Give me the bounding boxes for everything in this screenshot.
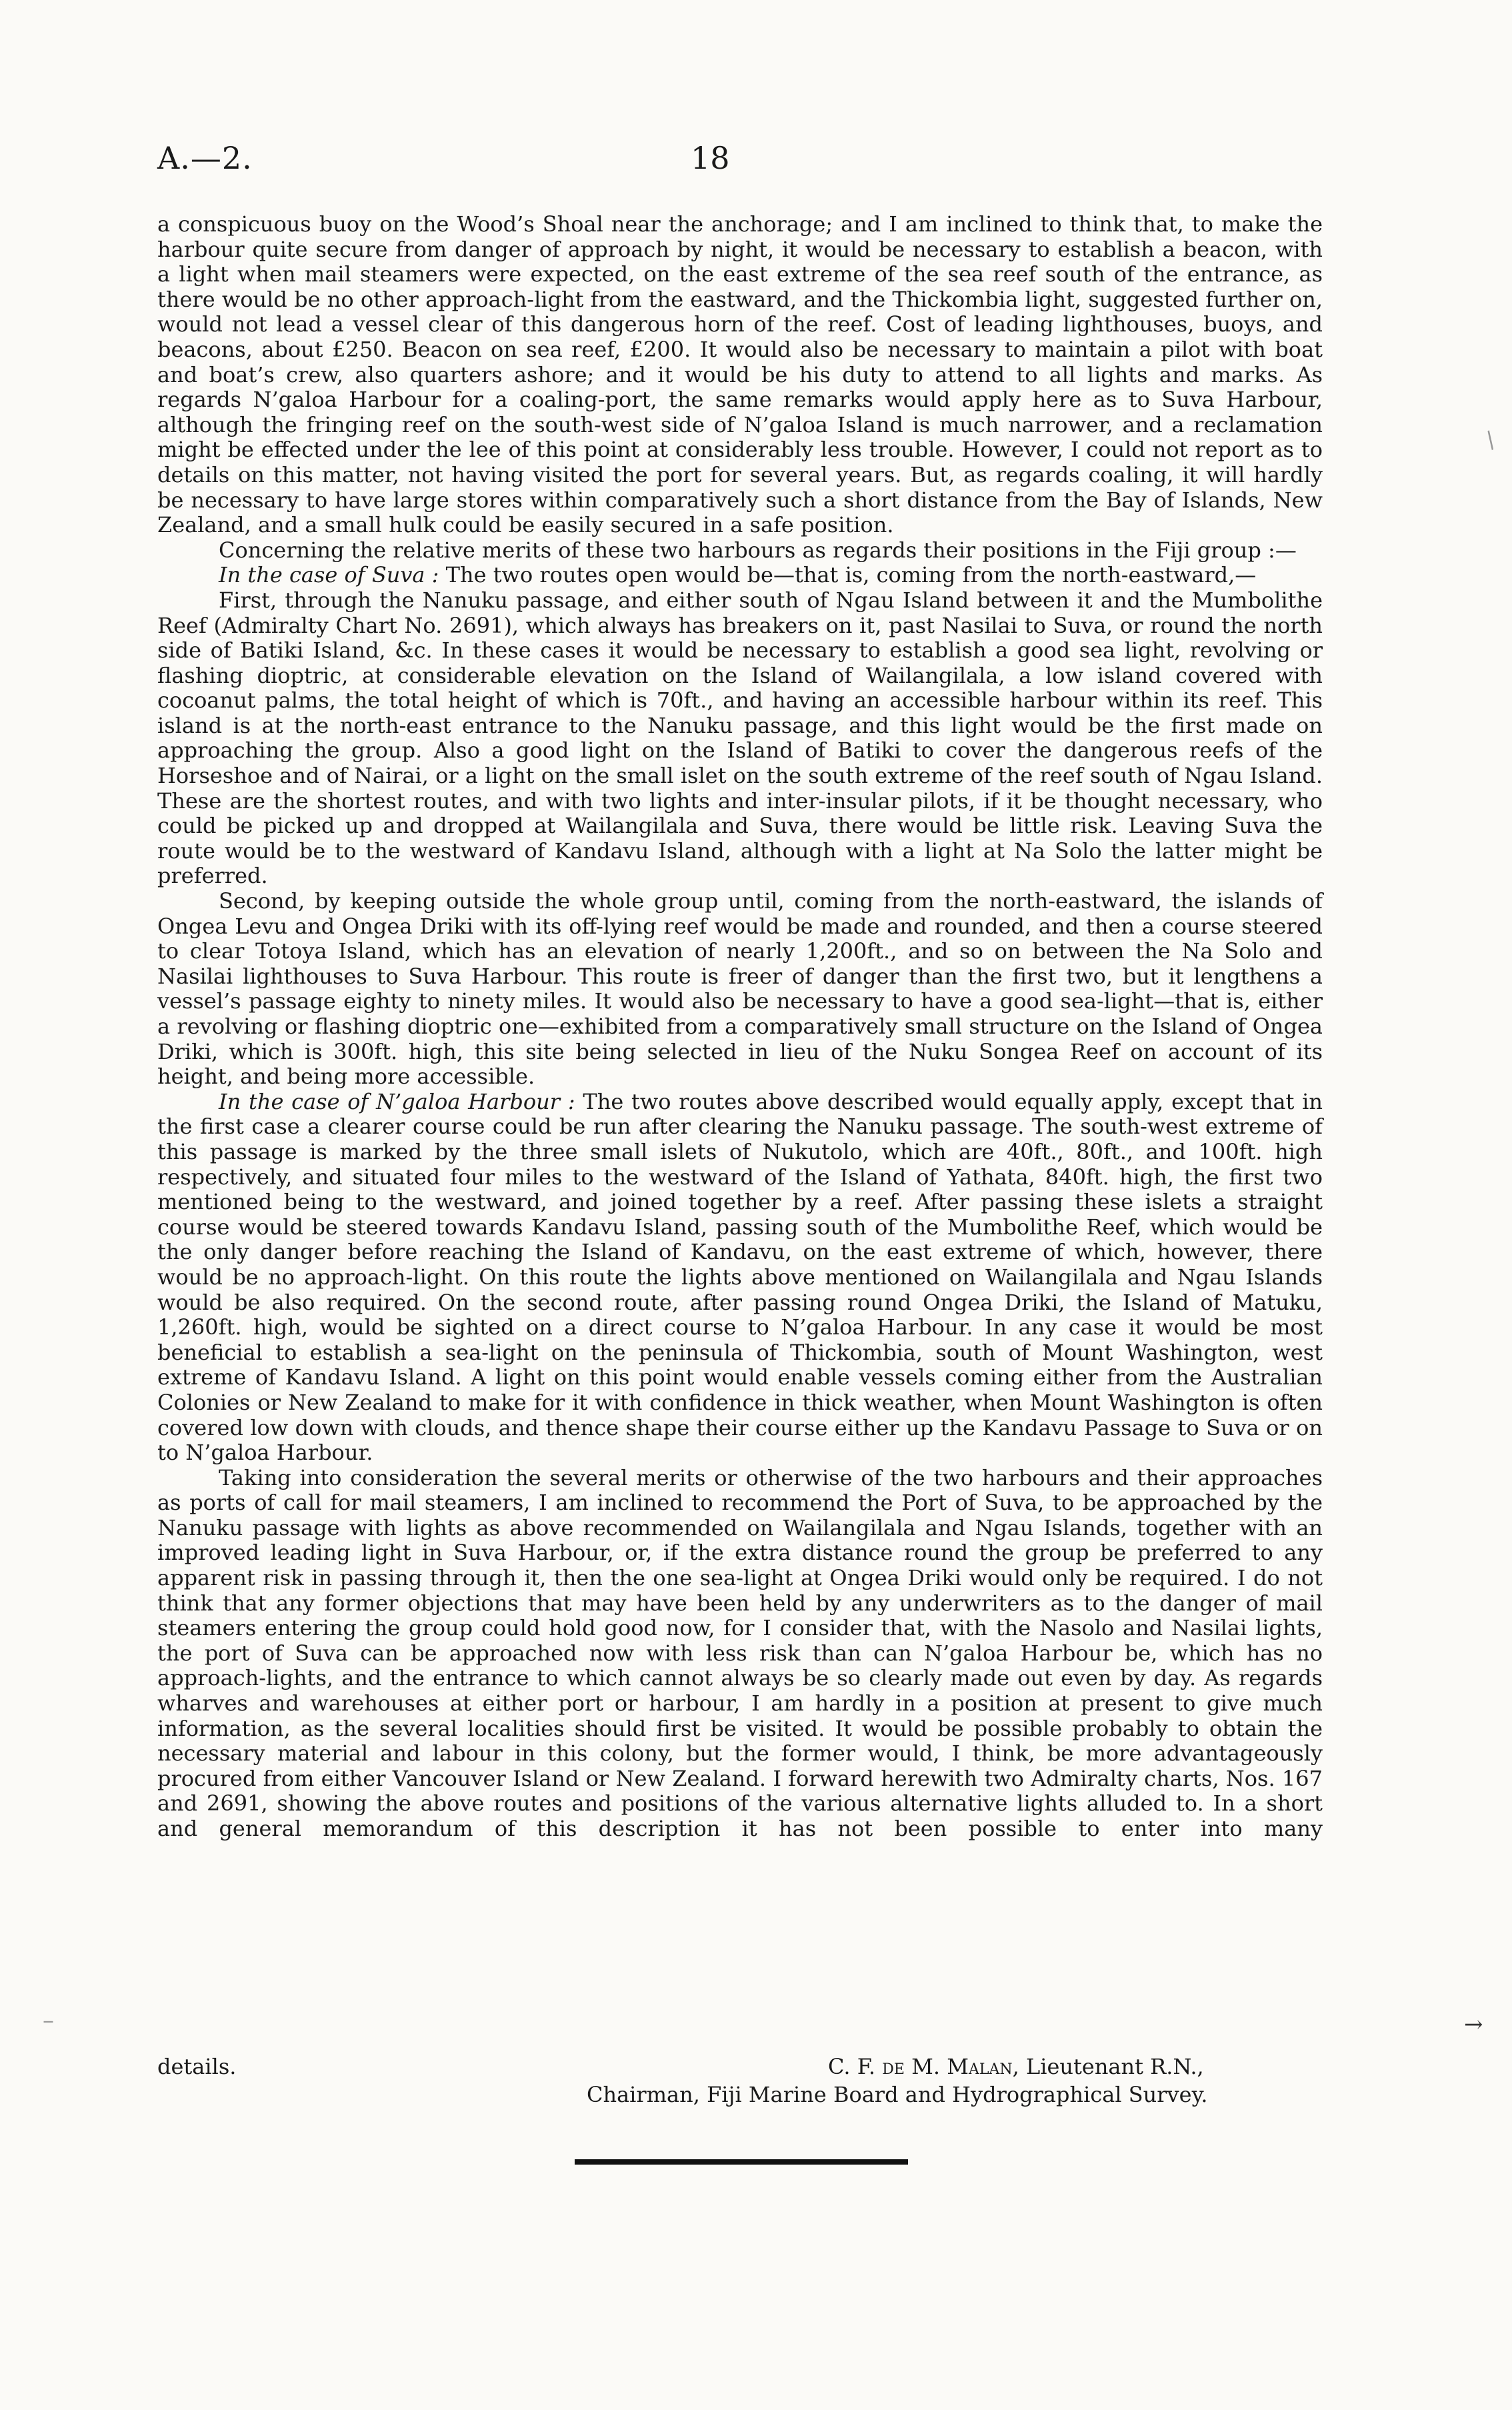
margin-tick-icon: / <box>1480 426 1501 454</box>
closing-word: details. <box>157 2054 237 2079</box>
body-text <box>157 212 1323 1842</box>
paragraph-second-route: Second, by keeping outside the whole group until, coming from the north-eastward, the islands of Ongea Levu and Ongea Driki with its off-lying reef would be made and rounded, and then a course steered to clear Totoya Island, which has an elevation of nearly 1,200ft., and so on between the Na Solo and Nasilai lighthouses to Suva Harbour. This route is freer of danger than the first two, but it lengthens a vessel’s passage eighty to ninety miles. It would also be necessary to have a good sea-light—that is, either a revolving or flashing dioptric one—exhibited from a comparatively small structure on the Island of Ongea Driki, which is 300ft. high, this site being selected in lieu of the Nuku Songea Reef on account of its height, and being more accessible. <box>157 888 1323 1090</box>
suva-heading: In the case of Suva : <box>219 562 439 588</box>
paragraph-first-route: First, through the Nanuku passage, and either south of Ngau Island between it and the Mumbolithe Reef (Admiralty Chart No. 2691), which always has breakers on it, past Nasilai to Suva, or round the north side of Batiki Island, &c. In these cases it would be necessary to establish a good sea light, revolving or flashing dioptric, at considerable elevation on the Island of Wailangilala, a low island covered with cocoanut palms, the total height of which is 70ft., and having an accessible harbour within its reef. This island is at the north-east entrance to the Nanuku passage, and this light would be the first made on approaching the group. Also a good light on the Island of Batiki to cover the dangerous reefs of the Horseshoe and of Nairai, or a light on the small islet on the south extreme of the reef south of Ngau Island. These are the shortest routes, and with two lights and inter-insular pilots, if it be thought necessary, who could be picked up and dropped at Wailangilala and Suva, there would be little risk. Leaving Suva the route would be to the westward of Kandavu Island, although with a light at Na Solo the latter might be preferred. <box>157 587 1323 889</box>
margin-arrow-icon: → <box>1464 2011 1483 2038</box>
page-number: 18 <box>691 140 730 176</box>
ngaloa-text: The two routes above described would equally apply, except that in the first case a clearer course could be run after clearing the Nanuku passage. The south-west extreme of this passage is marked by the three small islets of Nukutolo, which are 40ft., 80ft., and 100ft. high respectively, and situated four miles to the westward of the Island of Yathata, 840ft. high, the first two mentioned being to the westward, and joined together by a reef. After passing these islets a straight course would be steered towards Kandavu Island, passing south of the Mumbolithe Reef, which would be the only danger before reaching the Island of Kandavu, on the east extreme of which, however, there would be no approach-light. On this route the lights above mentioned on Wailangilala and Ngau Islands would be also required. On the second route, after passing round Ongea Driki, the Island of Matuku, 1,260ft. high, would be sighted on a direct course to N’galoa Harbour. In any case it would be most beneficial to establish a sea-light on the peninsula of Thickombia, south of Mount Washington, west extreme of Kandavu Island. A light on this point would enable vessels coming either from the Australian Colonies or New Zealand to make for it with confidence in thick weather, when Mount Washington is often covered low down with clouds, and thence shape their course either up the Kandavu Passage to Suva or on to N’galoa Harbour. <box>157 1088 1323 1466</box>
signatory-title: Chairman, Fiji Marine Board and Hydrographical Survey. <box>587 2082 1208 2107</box>
end-rule <box>575 2159 908 2165</box>
ngaloa-heading: In the case of N’galoa Harbour : <box>219 1088 575 1114</box>
name-initials: C. F. <box>828 2054 883 2079</box>
document-reference: A.—2. <box>157 140 253 176</box>
name-middle-initial: M. <box>904 2054 947 2079</box>
signature-line <box>157 2054 1323 2081</box>
paragraph-suva-case <box>157 563 1323 588</box>
paragraph-conclusion: Taking into consideration the several merits or otherwise of the two harbours and their approaches as ports of call for mail steamers, I am inclined to recommend the Port of Suva, to be approached by the Nanuku passage with lights as above recommended on Wailangilala and Ngau Islands, together with an improved leading light in Suva Harbour, or, if the extra distance round the group be preferred to any apparent risk in passing through it, then the one sea-light at Ongea Driki would only be required. I do not think that any former objections that may have been held by any underwriters as to the danger of mail steamers entering the group could hold good now, for I consider that, with the Nasolo and Nasilai lights, the port of Suva can be approached now with less risk than can N’galoa Harbour be, which has no approach-lights, and the entrance to which cannot always be so clearly made out even by day. As regards wharves and warehouses at either port or harbour, I am hardly in a position at present to give much information, as the several localities should first be visited. It would be possible probably to obtain the necessary material and labour in this colony, but the former would, I think, be more advantageously procured from either Vancouver Island or New Zealand. I forward herewith two Admiralty charts, Nos. 167 and 2691, showing the above routes and positions of the various alternative lights alluded to. In a short and general memorandum of this description it has not been possible to enter into many <box>157 1464 1323 1841</box>
signatory-rank: , Lieutenant R.N., <box>1012 2054 1204 2079</box>
margin-dash-icon: – <box>43 2007 54 2034</box>
paragraph-relative-merits: Concerning the relative merits of these two harbours as regards their positions in the Fiji group :— <box>219 537 1297 563</box>
name-particle: de <box>882 2054 905 2079</box>
page-header <box>0 140 1512 180</box>
suva-intro: The two routes open would be—that is, coming from the north-eastward,— <box>439 562 1257 588</box>
name-surname: Malan <box>947 2054 1013 2079</box>
paragraph-coaling: a conspicuous buoy on the Wood’s Shoal near the anchorage; and I am inclined to think that, to make the harbour quite secure from danger of approach by night, it would be necessary to establish a beacon, with a light when mail steamers were expected, on the east extreme of the sea reef south of the entrance, as there would be no other approach-light from the eastward, and the Thickombia light, suggested further on, would not lead a vessel clear of this dangerous horn of the reef. Cost of leading lighthouses, buoys, and beacons, about £250. Beacon on sea reef, £200. It would also be necessary to maintain a pilot with boat and boat’s crew, also quarters ashore; and it would be his duty to attend to all lights and marks. As regards N’galoa Harbour for a coaling-port, the same remarks would apply here as to Suva Harbour, although the fringing reef on the south-west side of N’galoa Island is much narrower, and a reclamation might be effected under the lee of this point at considerably less trouble. However, I could not report as to details on this matter, not having visited the port for several years. But, as regards coaling, it will hardly be necessary to have large stores within comparatively such a short distance from the Bay of Islands, New Zealand, and a small hulk could be easily secured in a safe position. <box>157 211 1323 538</box>
signatory-name <box>828 2054 1204 2079</box>
paragraph-ngaloa-case <box>157 1090 1323 1466</box>
